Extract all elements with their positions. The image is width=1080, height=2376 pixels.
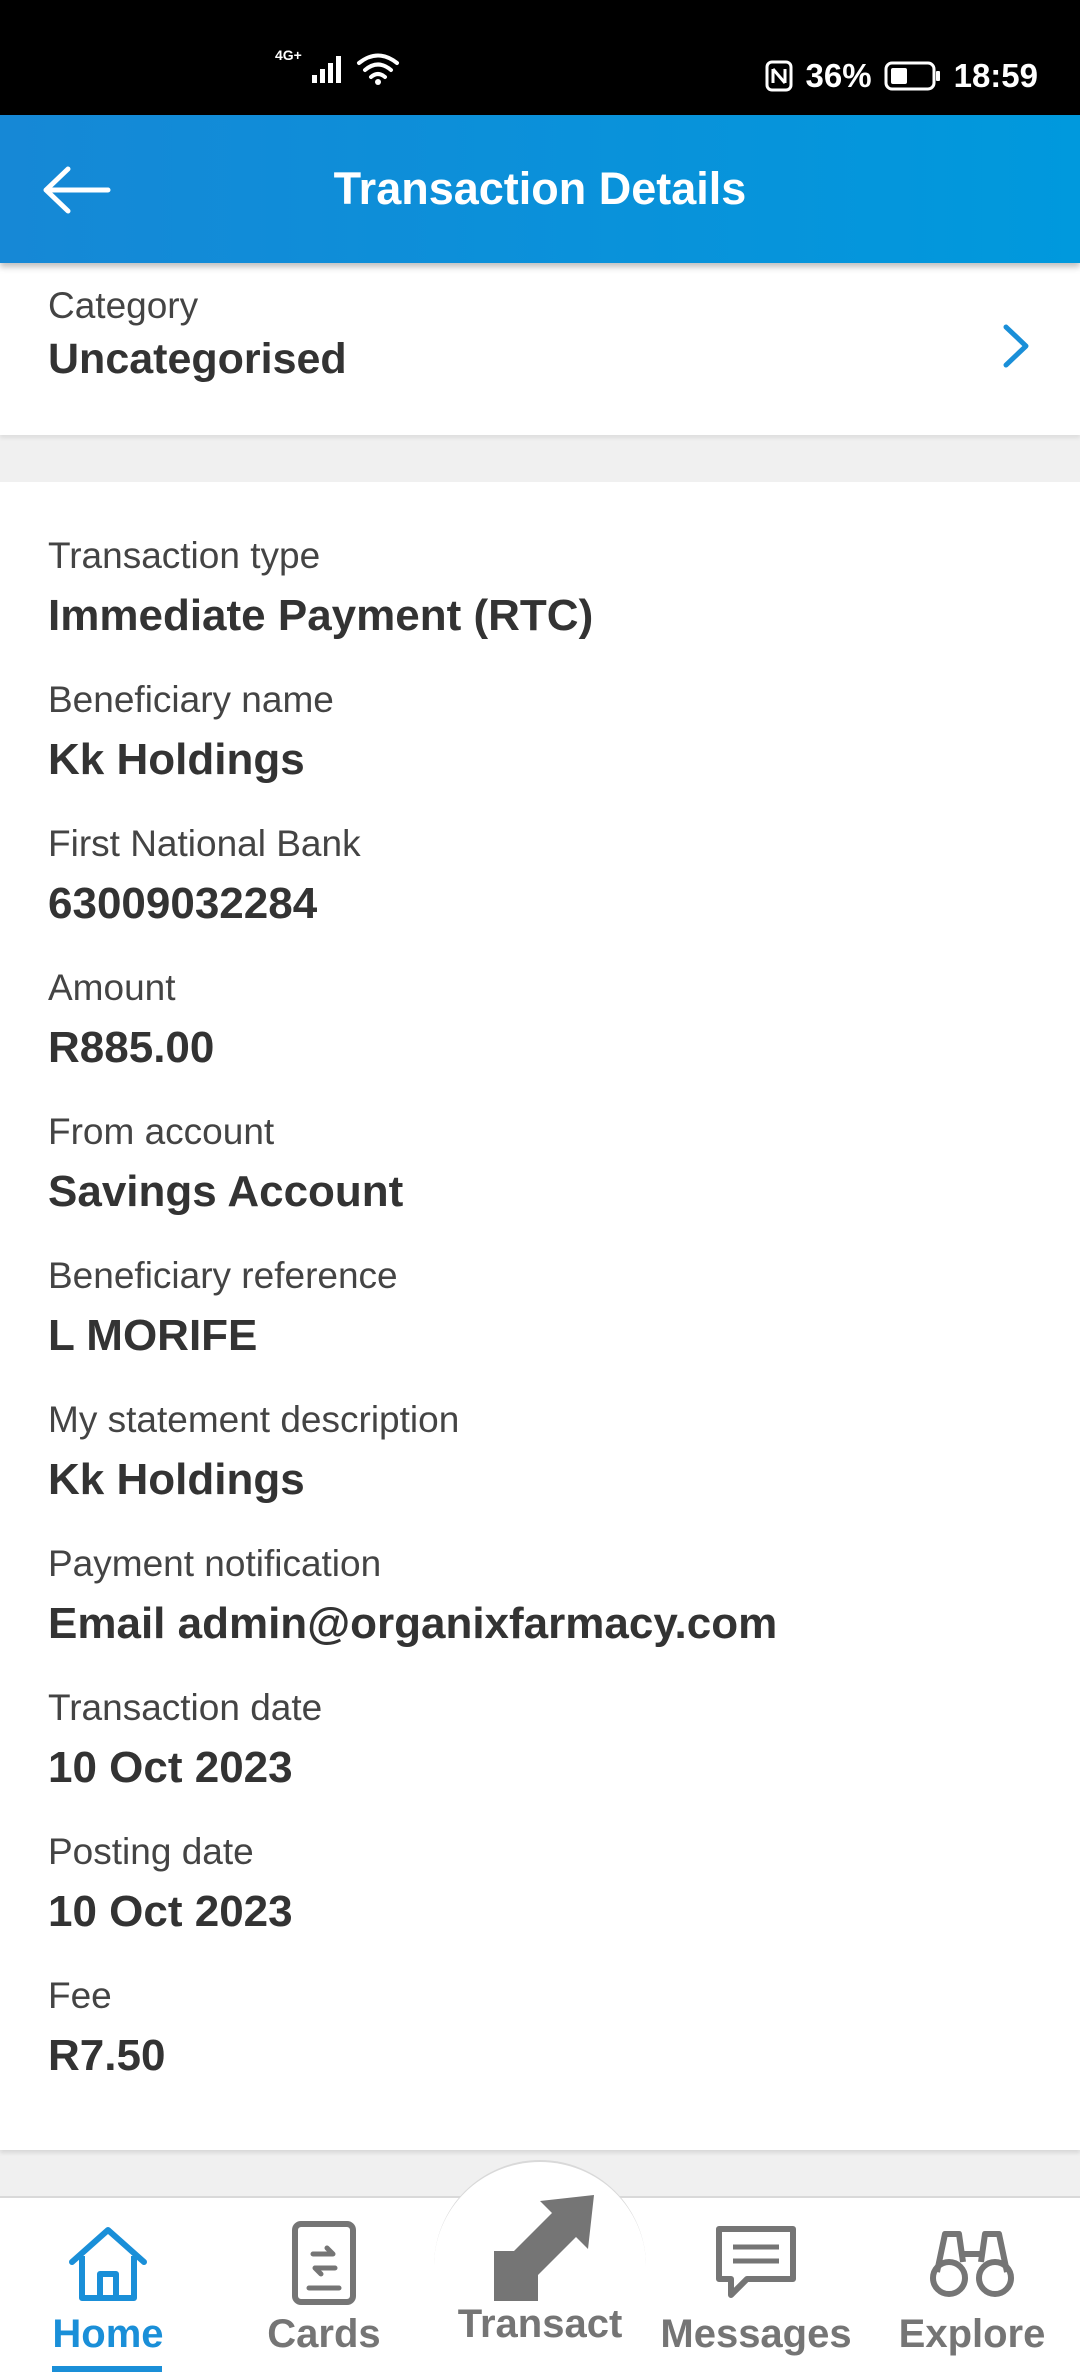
category-value: Uncategorised: [48, 335, 347, 383]
transaction-details-card: [0, 482, 1080, 2150]
detail-label: Transaction date: [48, 1687, 323, 1728]
detail-label: Fee: [48, 1975, 112, 2016]
nfc-icon: [764, 59, 794, 93]
detail-amount: [48, 966, 214, 1074]
status-left: [275, 47, 400, 86]
nav-transact[interactable]: [432, 2196, 648, 2376]
detail-label: Posting date: [48, 1831, 254, 1872]
detail-statement-description: [48, 1398, 459, 1506]
detail-beneficiary-name: [48, 678, 334, 786]
category-row[interactable]: [0, 263, 1080, 435]
detail-from-account: [48, 1110, 403, 1218]
detail-label: Beneficiary reference: [48, 1255, 398, 1296]
status-bar: [0, 0, 1080, 115]
transact-icon: [470, 2189, 610, 2307]
detail-fee: [48, 1974, 165, 2082]
nav-cards[interactable]: [216, 2196, 432, 2376]
app-header: [0, 115, 1080, 263]
nav-explore[interactable]: [864, 2196, 1080, 2376]
detail-transaction-date: [48, 1686, 322, 1794]
network-type-label: 4G+: [275, 47, 302, 63]
signal-icon: [310, 53, 348, 85]
detail-beneficiary-reference: [48, 1254, 398, 1362]
detail-label: Payment notification: [48, 1543, 382, 1584]
detail-value: Email admin@organixfarmacy.com: [48, 1599, 778, 1648]
nav-label: Messages: [660, 2312, 852, 2356]
chevron-right-icon: [996, 321, 1036, 371]
detail-value: R7.50: [48, 2031, 166, 2080]
detail-value: 10 Oct 2023: [48, 1743, 293, 1792]
detail-label: My statement description: [48, 1399, 460, 1440]
nav-label: Explore: [898, 2312, 1046, 2356]
wifi-icon: [356, 52, 400, 86]
nav-label: Home: [52, 2312, 164, 2356]
status-right: [764, 56, 1038, 96]
detail-value: Kk Holdings: [48, 735, 305, 784]
category-label: Category: [48, 285, 199, 326]
detail-payment-notification: [48, 1542, 777, 1650]
nav-home[interactable]: [0, 2196, 216, 2376]
battery-percent: 36%: [805, 57, 872, 94]
detail-value: Immediate Payment (RTC): [48, 591, 594, 640]
detail-transaction-type: [48, 534, 593, 642]
home-icon: [62, 2222, 154, 2304]
explore-icon: [927, 2224, 1017, 2302]
cards-icon: [289, 2220, 359, 2306]
detail-posting-date: [48, 1830, 293, 1938]
detail-label: First National Bank: [48, 823, 361, 864]
clock: 18:59: [953, 57, 1038, 94]
detail-value: Kk Holdings: [48, 1455, 305, 1504]
nav-label: Cards: [267, 2312, 381, 2356]
detail-value: R885.00: [48, 1023, 215, 1072]
detail-bank-account: [48, 822, 361, 930]
detail-label: Transaction type: [48, 535, 321, 576]
page-title: Transaction Details: [333, 163, 747, 214]
detail-label: From account: [48, 1111, 275, 1152]
nav-messages[interactable]: [648, 2196, 864, 2376]
detail-label: Beneficiary name: [48, 679, 334, 720]
detail-value: Savings Account: [48, 1167, 404, 1216]
messages-icon: [713, 2223, 799, 2303]
detail-label: Amount: [48, 967, 176, 1008]
detail-value: 10 Oct 2023: [48, 1887, 293, 1936]
detail-value: L MORIFE: [48, 1311, 258, 1360]
battery-icon: [884, 60, 942, 92]
detail-value: 63009032284: [48, 879, 318, 928]
nav-label: Transact: [457, 2302, 623, 2346]
